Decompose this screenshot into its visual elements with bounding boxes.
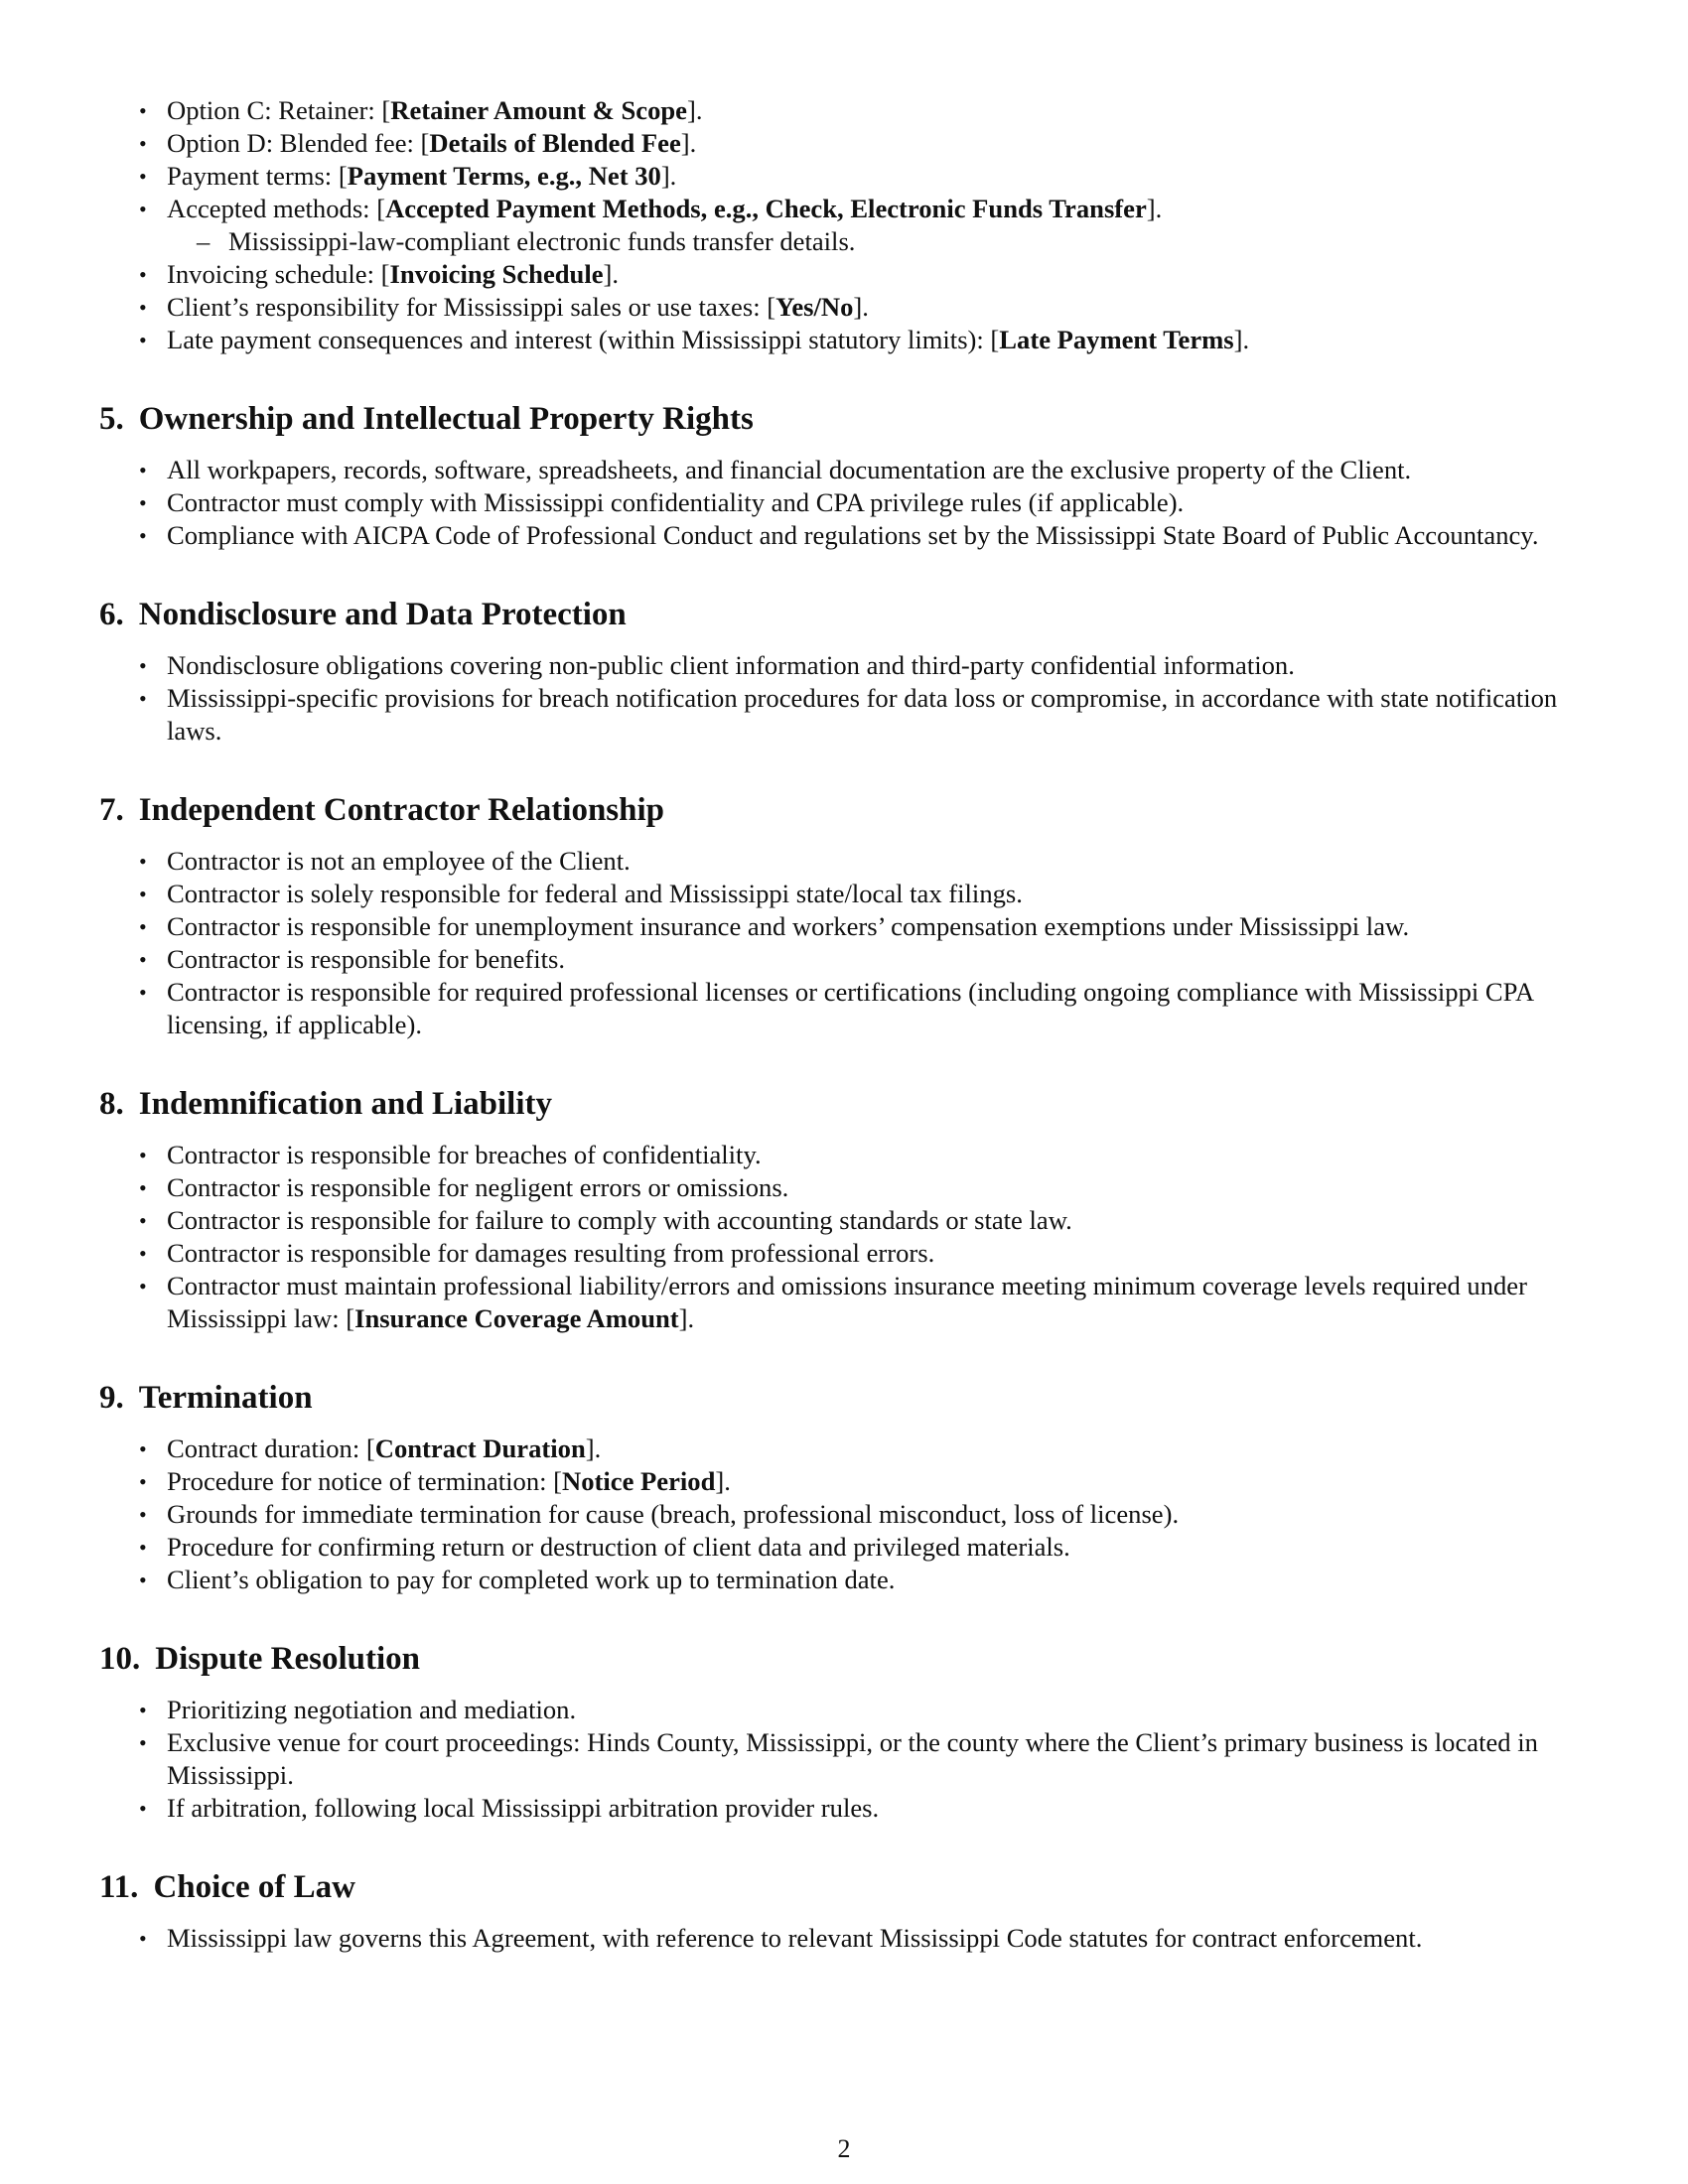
bullet-icon: • [139,295,147,320]
placeholder-field: Notice Period [562,1466,716,1496]
list-item [99,519,1589,552]
bullet-icon: • [139,1568,147,1592]
placeholder-field: Retainer Amount & Scope [390,95,687,125]
bullet-icon: • [139,653,147,678]
item-text: Mississippi law governs this Agreement, with reference to relevant Mississippi Code statutes for contract enforcement. [167,1923,1423,1953]
item-text-suffix: ]. [853,292,869,322]
list-item [99,1694,1589,1726]
section-number: 10. [99,1641,141,1677]
list-item [99,1498,1589,1531]
list-item [99,193,1589,258]
list-item [99,682,1589,748]
section-heading [99,399,1589,439]
bullet-icon: • [139,1143,147,1167]
sub-list [167,225,1589,258]
item-text: Procedure for notice of termination: [ [167,1466,563,1496]
bullet-icon: • [139,1698,147,1722]
item-text: Exclusive venue for court proceedings: Hinds County, Mississippi, or the county where the Client’s primary business is located in Mississippi. [167,1727,1538,1790]
section-title: Choice of Law [153,1869,355,1905]
section-number: 11. [99,1869,139,1905]
bullet-icon: • [139,1502,147,1527]
sub-item-text: Mississippi-law-compliant electronic funds transfer details. [228,226,856,256]
placeholder-field: Accepted Payment Methods, e.g., Check, Electronic Funds Transfer [385,194,1147,223]
item-text-suffix: ]. [680,128,697,158]
item-text: Contractor is responsible for breaches of confidentiality. [167,1140,762,1169]
bullet-icon: • [139,849,147,874]
list-item [99,976,1589,1041]
section [99,1084,1589,1335]
item-text: If arbitration, following local Mississippi arbitration provider rules. [167,1793,880,1823]
section-list [99,1922,1589,1955]
section-number: 9. [99,1380,124,1416]
item-text: Contractor is responsible for unemployment insurance and workers’ compensation exemptions under Mississippi law. [167,911,1410,941]
item-text: Contractor is responsible for negligent errors or omissions. [167,1172,789,1202]
bullet-icon: • [139,1175,147,1200]
bullet-icon: • [139,686,147,711]
section-heading [99,595,1589,634]
list-item [99,1433,1589,1465]
item-text: Payment terms: [ [167,161,348,191]
item-text: Invoicing schedule: [ [167,259,390,289]
page-number: 2 [837,2134,851,2163]
section-list [99,845,1589,1041]
item-text: Contract duration: [ [167,1433,375,1463]
list-item [99,1465,1589,1498]
section-heading [99,1378,1589,1418]
list-item [99,291,1589,324]
list-item [99,1726,1589,1792]
item-text: Prioritizing negotiation and mediation. [167,1695,577,1724]
bullet-icon: • [139,1436,147,1461]
document-page [99,94,1589,1955]
item-text: Late payment consequences and interest (within Mississippi statutory limits): [ [167,325,1000,354]
bullet-icon: • [139,1730,147,1755]
item-text: Mississippi-specific provisions for breach notification procedures for data loss or compromise, in accordance with state notification laws. [167,683,1558,746]
item-text-suffix: ]. [1233,325,1250,354]
bullet-icon: • [139,1535,147,1560]
list-item [99,1792,1589,1825]
item-text-suffix: ]. [603,259,620,289]
section-list [99,454,1589,552]
list-item [99,94,1589,127]
list-item [99,127,1589,160]
item-text-suffix: ]. [660,161,677,191]
item-text: Compliance with AICPA Code of Professional Conduct and regulations set by the Mississippi State Board of Public Accountancy. [167,520,1539,550]
list-item [99,845,1589,878]
bullet-icon: • [139,1274,147,1298]
bullet-icon: • [139,490,147,515]
list-item [99,324,1589,356]
section-title: Termination [138,1380,313,1416]
list-item [99,878,1589,910]
bullet-icon: • [139,980,147,1005]
bullet-icon: • [139,914,147,939]
item-text: Option D: Blended fee: [ [167,128,430,158]
list-item [99,160,1589,193]
section-list [99,1694,1589,1825]
section-heading [99,790,1589,830]
bullet-icon: • [139,1469,147,1494]
list-item [99,1922,1589,1955]
placeholder-field: Late Payment Terms [999,325,1234,354]
list-item [99,1139,1589,1171]
bullet-icon: • [139,1796,147,1821]
item-text: Contractor is responsible for benefits. [167,944,566,974]
item-text: Nondisclosure obligations covering non-public client information and third-party confidential information. [167,650,1295,680]
section [99,399,1589,552]
item-text: Contractor is responsible for required professional licenses or certifications (including ongoing compliance with Mississippi CPA licensing, if applicable). [167,977,1533,1039]
list-item [99,1171,1589,1204]
bullet-icon: • [139,882,147,906]
list-item [99,1270,1589,1335]
bullet-icon: • [139,523,147,548]
item-text: Client’s obligation to pay for completed work up to termination date. [167,1565,896,1594]
bullet-icon: • [139,131,147,156]
section [99,1867,1589,1955]
sections-container [99,399,1589,1955]
bullet-icon: • [139,1926,147,1951]
section [99,595,1589,748]
bullet-icon: • [139,164,147,189]
list-item [99,1564,1589,1596]
placeholder-field: Details of Blended Fee [429,128,681,158]
item-text: Contractor is solely responsible for federal and Mississippi state/local tax filings. [167,879,1023,908]
bullet-icon: • [139,262,147,287]
section-heading [99,1867,1589,1907]
list-item [99,1237,1589,1270]
bullet-icon: • [139,1241,147,1266]
section-number: 6. [99,597,124,632]
list-item [99,943,1589,976]
item-text: Contractor is responsible for damages resulting from professional errors. [167,1238,935,1268]
list-item [99,1204,1589,1237]
item-text-suffix: ]. [715,1466,731,1496]
section [99,790,1589,1041]
item-text: Client’s responsibility for Mississippi sales or use taxes: [ [167,292,776,322]
section-number: 7. [99,792,124,828]
section-title: Dispute Resolution [155,1641,421,1677]
section-list [99,649,1589,748]
bullet-icon: • [139,98,147,123]
section-heading [99,1084,1589,1124]
item-text: Accepted methods: [ [167,194,386,223]
item-text: Option C: Retainer: [ [167,95,391,125]
item-text: Grounds for immediate termination for cause (breach, professional misconduct, loss of license). [167,1499,1180,1529]
item-text: Contractor must comply with Mississippi confidentiality and CPA privilege rules (if applicable). [167,487,1185,517]
section-list [99,1433,1589,1596]
section-heading [99,1639,1589,1679]
section [99,1378,1589,1596]
section-number: 5. [99,401,124,437]
item-text: Procedure for confirming return or destruction of client data and privileged materials. [167,1532,1070,1562]
bullet-icon: • [139,458,147,482]
section [99,1639,1589,1825]
placeholder-field: Payment Terms, e.g., Net 30 [347,161,661,191]
section-title: Nondisclosure and Data Protection [138,597,627,632]
placeholder-field: Contract Duration [374,1433,586,1463]
item-text-suffix: ]. [678,1303,695,1333]
section-title: Indemnification and Liability [138,1086,553,1122]
item-text: Contractor is responsible for failure to comply with accounting standards or state law. [167,1205,1072,1235]
section-number: 8. [99,1086,124,1122]
item-text-suffix: ]. [585,1433,602,1463]
section-list [99,1139,1589,1335]
bullet-icon: • [139,328,147,352]
bullet-icon: • [139,197,147,221]
payment-terms-list [99,94,1589,356]
item-text: Contractor is not an employee of the Client. [167,846,631,876]
bullet-icon: • [139,947,147,972]
item-text-suffix: ]. [1146,194,1163,223]
item-text-suffix: ]. [686,95,703,125]
list-item [99,1531,1589,1564]
list-item [99,486,1589,519]
item-text: Contractor must maintain professional liability/errors and omissions insurance meeting minimum coverage levels required under Mississippi law: [ [167,1271,1527,1333]
list-item [99,649,1589,682]
dash-icon: – [197,226,211,256]
item-text: All workpapers, records, software, spreadsheets, and financial documentation are the exclusive property of the Client. [167,455,1412,484]
list-item [99,258,1589,291]
list-item [99,910,1589,943]
placeholder-field: Yes/No [775,292,854,322]
bullet-icon: • [139,1208,147,1233]
sub-list-item [167,225,1589,258]
list-item [99,454,1589,486]
placeholder-field: Invoicing Schedule [389,259,604,289]
section-title: Independent Contractor Relationship [138,792,665,828]
placeholder-field: Insurance Coverage Amount [354,1303,679,1333]
section-title: Ownership and Intellectual Property Rights [138,401,754,437]
